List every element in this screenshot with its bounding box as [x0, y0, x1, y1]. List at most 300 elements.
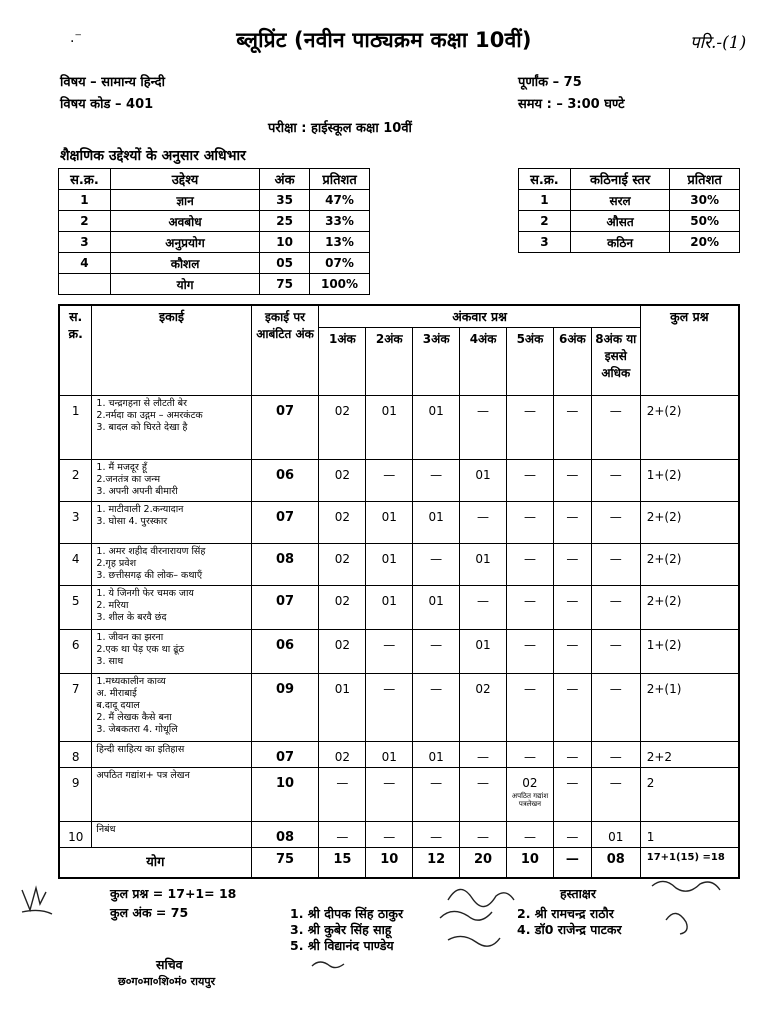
mark-count: 02: [475, 682, 491, 696]
row-total-questions: 2+(2): [640, 502, 739, 544]
signature-3-scribble: [440, 911, 492, 920]
objectives-cell: अवबोध: [110, 211, 259, 232]
mark-count: —: [477, 750, 490, 764]
objectives-cell: 47%: [310, 190, 370, 211]
objectives-cell: 05: [260, 253, 310, 274]
topic-line: 1. अमर शहीद वीरनारायण सिंह: [96, 546, 206, 557]
row-mark-cell: [460, 674, 507, 742]
mark-count: —: [523, 830, 536, 844]
difficulty-row: [519, 232, 740, 253]
topic-line: 2.गृह प्रवेश: [96, 558, 137, 569]
row-mark-cell: [366, 544, 413, 586]
difficulty-table: [518, 168, 740, 253]
mark-count: —: [609, 552, 622, 566]
mark-count: 01: [428, 750, 444, 764]
objectives-cell: ज्ञान: [110, 190, 259, 211]
row-mark-cell: [507, 630, 554, 674]
row-mark-cell: [413, 544, 460, 586]
row-mark-cell: [507, 822, 554, 848]
row-mark-cell: [507, 586, 554, 630]
mark-col-header: 5अंक: [507, 328, 554, 396]
objectives-cell: 2: [59, 211, 111, 232]
objectives-cell: 13%: [310, 232, 370, 253]
topic-line: निबंध: [96, 824, 116, 835]
mark-count: —: [566, 750, 579, 764]
row-mark-cell: [591, 674, 640, 742]
mark-count: —: [566, 682, 579, 696]
mark-count: —: [523, 552, 536, 566]
row-unit-marks: 06: [251, 460, 319, 502]
sum-mark-cell: 20: [460, 848, 507, 878]
mark-col-header: 6अंक: [553, 328, 591, 396]
mark-count: —: [383, 682, 396, 696]
signature-5-scribble: [448, 936, 500, 946]
signature-1-scribble: [448, 889, 514, 906]
mark-count: 02: [334, 404, 351, 418]
row-serial: 4: [59, 544, 92, 586]
mark-count: —: [609, 776, 622, 790]
row-mark-cell: [553, 630, 591, 674]
row-mark-cell: [553, 674, 591, 742]
mark-count: —: [477, 594, 490, 608]
objectives-cell: योग: [110, 274, 259, 295]
mark-count: 02: [334, 552, 351, 566]
mark-count: —: [523, 468, 536, 482]
col-header-total: कुल प्रश्न: [640, 305, 739, 396]
topic-line: 3. अपनी अपनी बीमारी: [96, 486, 178, 497]
row-mark-cell: [366, 630, 413, 674]
row-serial: 6: [59, 630, 92, 674]
mark-count: —: [383, 468, 396, 482]
row-mark-cell: [319, 742, 366, 768]
row-serial: 3: [59, 502, 92, 544]
mark-count: —: [609, 594, 622, 608]
row-mark-cell: [366, 768, 413, 822]
row-mark-cell: [413, 742, 460, 768]
cell-note: अपठित गद्यांश पत्रलेखन: [511, 792, 549, 808]
row-mark-cell: [319, 822, 366, 848]
row-unit-marks: 07: [251, 396, 319, 460]
difficulty-body: [519, 190, 740, 253]
row-mark-cell: [366, 674, 413, 742]
row-topics: [92, 822, 251, 848]
signatory-5: 5. श्री विद्यानंद पाण्डेय: [290, 938, 394, 953]
signatory-2: 2. श्री रामचन्द्र राठौर: [517, 906, 614, 921]
row-total-questions: 1+(2): [640, 460, 739, 502]
objectives-cell: 35: [260, 190, 310, 211]
row-mark-cell: [507, 502, 554, 544]
blueprint-row: [59, 502, 739, 544]
mark-count: 01: [381, 404, 397, 418]
mark-count: —: [430, 552, 443, 566]
row-topics: [92, 396, 251, 460]
objectives-cell: कौशल: [110, 253, 259, 274]
row-mark-cell: [413, 396, 460, 460]
row-mark-cell: [319, 544, 366, 586]
topic-line: 3. जेबकतरा 4. गोधूलि: [96, 724, 178, 735]
objectives-col-header: स.क्र.: [59, 169, 111, 190]
difficulty-cell: 20%: [670, 232, 740, 253]
topic-line: 3. शील के बरवै छंद: [96, 612, 167, 623]
signature-4-scribble: [666, 913, 687, 934]
objectives-row: [59, 232, 370, 253]
row-mark-cell: [507, 742, 554, 768]
mark-count: 01: [428, 404, 444, 418]
time-label: समय : – 3:00 घण्टे: [518, 97, 625, 112]
row-mark-cell: [366, 586, 413, 630]
objectives-header-row: [59, 169, 370, 190]
difficulty-cell: 1: [519, 190, 571, 211]
row-mark-cell: [460, 768, 507, 822]
mark-count: —: [566, 830, 579, 844]
mark-count: —: [430, 468, 443, 482]
difficulty-row: [519, 190, 740, 211]
topic-line: 2.नर्मदा का उद्गम – अमरकंटक: [96, 410, 203, 421]
row-mark-cell: [591, 396, 640, 460]
row-mark-cell: [319, 674, 366, 742]
topic-line: हिन्दी साहित्य का इतिहास: [96, 744, 185, 755]
mark-count: —: [523, 682, 536, 696]
sum-mark-cell: 12: [413, 848, 460, 878]
mark-count: 01: [475, 638, 491, 652]
row-mark-cell: [591, 822, 640, 848]
mark-count: —: [430, 776, 443, 790]
blueprint-row: [59, 586, 739, 630]
objectives-cell: 1: [59, 190, 111, 211]
row-mark-cell: [591, 460, 640, 502]
row-mark-cell: [413, 630, 460, 674]
row-mark-cell: [413, 674, 460, 742]
topic-line: अपठित गद्यांश+ पत्र लेखन: [96, 770, 190, 781]
blueprint-row: [59, 544, 739, 586]
objectives-cell: 75: [260, 274, 310, 295]
col-header-unit-marks: इकाई पर आबंटित अंक: [251, 305, 319, 396]
objectives-row: [59, 274, 370, 295]
mark-count: —: [609, 638, 622, 652]
total-marks: कुल अंक = 75: [110, 905, 189, 920]
objectives-body: [59, 190, 370, 295]
row-unit-marks: 07: [251, 586, 319, 630]
secretary-label: सचिव: [156, 957, 183, 972]
row-topics: [92, 460, 251, 502]
objectives-row: [59, 190, 370, 211]
row-topics: [92, 768, 251, 822]
row-topics: [92, 674, 251, 742]
row-unit-marks: 09: [251, 674, 319, 742]
row-mark-cell: [366, 742, 413, 768]
topic-line: 3. साध: [96, 656, 124, 667]
blueprint-row: [59, 674, 739, 742]
mark-count: —: [566, 776, 579, 790]
row-mark-cell: [591, 630, 640, 674]
objectives-col-header: उद्देश्य: [110, 169, 259, 190]
signature-mark-left-underline: [22, 910, 52, 914]
topic-line: अ. मीराबाई: [96, 688, 137, 699]
row-mark-cell: [413, 822, 460, 848]
topic-line: 1. माटीवाली 2.कन्यादान: [96, 504, 184, 515]
row-mark-cell: [553, 396, 591, 460]
objectives-row: [59, 211, 370, 232]
row-mark-cell: [460, 822, 507, 848]
objectives-table: [58, 168, 370, 295]
row-serial: 5: [59, 586, 92, 630]
row-mark-cell: [460, 742, 507, 768]
row-mark-cell: [413, 768, 460, 822]
mark-count: 01: [334, 682, 351, 696]
row-mark-cell: [366, 396, 413, 460]
signature-heading: हस्ताक्षर: [560, 886, 596, 901]
subject-code-label: विषय कोड – 401: [60, 97, 154, 112]
row-mark-cell: [460, 460, 507, 502]
topic-line: 1.मध्यकालीन काव्य: [96, 676, 166, 687]
row-unit-marks: 10: [251, 768, 319, 822]
objectives-col-header: अंक: [260, 169, 310, 190]
mark-col-header: 1अंक: [319, 328, 366, 396]
row-mark-cell: [366, 460, 413, 502]
col-header-sn: स. क्र.: [59, 305, 92, 396]
topic-line: 3. छत्तीसगढ़ की लोक– कथाएँ: [96, 570, 203, 581]
topic-line: 3. घोसा 4. पुरस्कार: [96, 516, 168, 527]
mark-count: 02: [334, 510, 351, 524]
difficulty-cell: 3: [519, 232, 571, 253]
objectives-row: [59, 253, 370, 274]
mark-count: —: [609, 468, 622, 482]
row-serial: 1: [59, 396, 92, 460]
topic-line: 1. ये जिनगी फेर चमक जाय: [96, 588, 194, 599]
mark-col-header: 2अंक: [366, 328, 413, 396]
objectives-cell: 07%: [310, 253, 370, 274]
signatory-1: 1. श्री दीपक सिंह ठाकुर: [290, 906, 404, 921]
row-total-questions: 1: [640, 822, 739, 848]
row-unit-marks: 06: [251, 630, 319, 674]
mark-col-header: 8अंक या इससे अधिक: [591, 328, 640, 396]
topic-line: 1. चन्द्रगहना से लौटती बेर: [96, 398, 187, 409]
blueprint-row: [59, 742, 739, 768]
row-total-questions: 1+(2): [640, 630, 739, 674]
topic-line: 3. बादल को घिरते देखा है: [96, 422, 188, 433]
objectives-cell: 25: [260, 211, 310, 232]
difficulty-col-header: प्रतिशत: [670, 169, 740, 190]
mark-count: —: [430, 682, 443, 696]
sum-mark-cell: 10: [507, 848, 554, 878]
difficulty-cell: कठिन: [570, 232, 669, 253]
difficulty-cell: 30%: [670, 190, 740, 211]
row-mark-cell: [553, 544, 591, 586]
row-mark-cell: [591, 502, 640, 544]
mark-count: —: [566, 404, 579, 418]
row-total-questions: 2+(1): [640, 674, 739, 742]
row-serial: 10: [59, 822, 92, 848]
mark-count: 01: [428, 594, 444, 608]
blueprint-row: [59, 768, 739, 822]
secretary-office: छ०ग०मा०शि०मं० रायपुर: [118, 975, 216, 988]
subject-label: विषय – सामान्य हिन्दी: [60, 75, 165, 90]
sum-mark-cell: 15: [319, 848, 366, 878]
mark-count: —: [383, 638, 396, 652]
row-topics: [92, 742, 251, 768]
difficulty-col-header: कठिनाई स्तर: [570, 169, 669, 190]
row-unit-marks: 07: [251, 502, 319, 544]
mark-count: —: [477, 776, 490, 790]
objectives-heading: शैक्षणिक उद्देश्यों के अनुसार अधिभार: [60, 148, 246, 164]
mark-count: —: [523, 594, 536, 608]
row-mark-cell: [507, 544, 554, 586]
row-mark-cell: [460, 544, 507, 586]
sum-total-questions: 17+1(15) =18: [640, 848, 739, 878]
blueprint-row: [59, 460, 739, 502]
row-serial: 7: [59, 674, 92, 742]
sum-mark-cell: —: [553, 848, 591, 878]
row-serial: 8: [59, 742, 92, 768]
row-topics: [92, 544, 251, 586]
mark-count: —: [609, 404, 622, 418]
full-marks-label: पूर्णांक – 75: [518, 75, 582, 90]
objectives-cell: 10: [260, 232, 310, 253]
mark-count: 01: [381, 510, 397, 524]
mark-count: —: [477, 830, 490, 844]
mark-count: 02: [334, 638, 351, 652]
topic-line: 1. जीवन का झरना: [96, 632, 164, 643]
row-mark-cell: [507, 460, 554, 502]
objectives-col-header: प्रतिशत: [310, 169, 370, 190]
mark-count: —: [566, 594, 579, 608]
row-mark-cell: [319, 396, 366, 460]
col-header-markwise: अंकवार प्रश्न: [319, 305, 640, 328]
mark-count: —: [609, 682, 622, 696]
row-mark-cell: [553, 460, 591, 502]
objectives-cell: 3: [59, 232, 111, 253]
difficulty-cell: 2: [519, 211, 571, 232]
mark-count: —: [566, 468, 579, 482]
topic-line: 2. मरिया: [96, 600, 129, 611]
sum-unit-marks: 75: [251, 848, 319, 878]
mark-count: 02: [334, 468, 351, 482]
row-mark-cell: [553, 502, 591, 544]
signature-mark-left: [22, 888, 46, 910]
mark-count: 01: [608, 830, 624, 844]
row-mark-cell: [591, 742, 640, 768]
mark-count: —: [477, 404, 490, 418]
row-mark-cell: [319, 586, 366, 630]
difficulty-row: [519, 211, 740, 232]
page-number: परि.-(1): [690, 33, 747, 53]
row-total-questions: 2+(2): [640, 396, 739, 460]
mark-count: 01: [475, 552, 491, 566]
mark-count: —: [523, 638, 536, 652]
row-unit-marks: 08: [251, 544, 319, 586]
blueprint-row: [59, 630, 739, 674]
sum-label: योग: [59, 848, 251, 878]
objectives-cell: 33%: [310, 211, 370, 232]
topic-line: 2.एक था पेड़ एक था ढूंठ: [96, 644, 185, 655]
topic-line: 2.जनतंत्र का जन्म: [96, 474, 160, 485]
mark-count: —: [523, 510, 536, 524]
mark-count: 02: [334, 750, 351, 764]
col-header-unit: इकाई: [92, 305, 251, 396]
row-mark-cell: [413, 460, 460, 502]
topic-line: 1. मैं मजदूर हूँ: [96, 462, 147, 473]
blueprint-body: [59, 396, 739, 878]
mark-count: 01: [381, 552, 397, 566]
mark-col-header: 4अंक: [460, 328, 507, 396]
signatory-3: 3. श्री कुबेर सिंह साहू: [290, 922, 392, 937]
difficulty-cell: सरल: [570, 190, 669, 211]
topic-line: ब.दादू दयाल: [96, 700, 140, 711]
difficulty-header-row: [519, 169, 740, 190]
mark-count: —: [566, 510, 579, 524]
row-total-questions: 2+(2): [640, 586, 739, 630]
mark-count: —: [609, 750, 622, 764]
mark-count: —: [430, 638, 443, 652]
row-mark-cell: [591, 768, 640, 822]
difficulty-col-header: स.क्र.: [519, 169, 571, 190]
row-mark-cell: [413, 586, 460, 630]
mark-count: —: [566, 638, 579, 652]
row-mark-cell: [591, 586, 640, 630]
objectives-cell: अनुप्रयोग: [110, 232, 259, 253]
page-title: ब्लूप्रिंट (नवीन पाठ्यक्रम कक्षा 10वीं): [236, 28, 532, 52]
mark-count: 02: [334, 594, 351, 608]
row-mark-cell: [319, 768, 366, 822]
mark-count: 01: [381, 594, 397, 608]
signatory-4: 4. डॉ0 राजेन्द्र पाटकर: [517, 922, 622, 937]
difficulty-cell: औसत: [570, 211, 669, 232]
row-unit-marks: 07: [251, 742, 319, 768]
row-total-questions: 2+2: [640, 742, 739, 768]
row-mark-cell: [413, 502, 460, 544]
row-mark-cell: [319, 502, 366, 544]
row-mark-cell: [507, 768, 554, 822]
total-questions: कुल प्रश्न = 17+1= 18: [110, 886, 237, 901]
blueprint-row: [59, 396, 739, 460]
objectives-cell: [59, 274, 111, 295]
row-mark-cell: [553, 822, 591, 848]
difficulty-cell: 50%: [670, 211, 740, 232]
row-serial: 9: [59, 768, 92, 822]
row-mark-cell: [460, 630, 507, 674]
row-mark-cell: [507, 674, 554, 742]
signature-2-scribble: [652, 881, 720, 891]
row-total-questions: 2+(2): [640, 544, 739, 586]
row-total-questions: 2: [640, 768, 739, 822]
row-mark-cell: [507, 396, 554, 460]
row-mark-cell: [553, 768, 591, 822]
mark-count: 02: [522, 776, 538, 790]
mark-count: —: [383, 830, 396, 844]
mark-count: —: [336, 776, 349, 790]
mark-count: —: [523, 404, 536, 418]
row-mark-cell: [460, 396, 507, 460]
handwritten-signatures: [0, 870, 768, 980]
mark-col-header: 3अंक: [413, 328, 460, 396]
row-topics: [92, 630, 251, 674]
row-mark-cell: [460, 586, 507, 630]
row-topics: [92, 502, 251, 544]
row-mark-cell: [460, 502, 507, 544]
mark-count: —: [430, 830, 443, 844]
mark-count: —: [523, 750, 536, 764]
mark-count: —: [609, 510, 622, 524]
row-mark-cell: [319, 460, 366, 502]
mark-count: 01: [475, 468, 491, 482]
mark-count: 01: [428, 510, 444, 524]
row-unit-marks: 08: [251, 822, 319, 848]
row-mark-cell: [319, 630, 366, 674]
mark-count: —: [566, 552, 579, 566]
row-mark-cell: [366, 822, 413, 848]
row-mark-cell: [553, 586, 591, 630]
objectives-cell: 4: [59, 253, 111, 274]
